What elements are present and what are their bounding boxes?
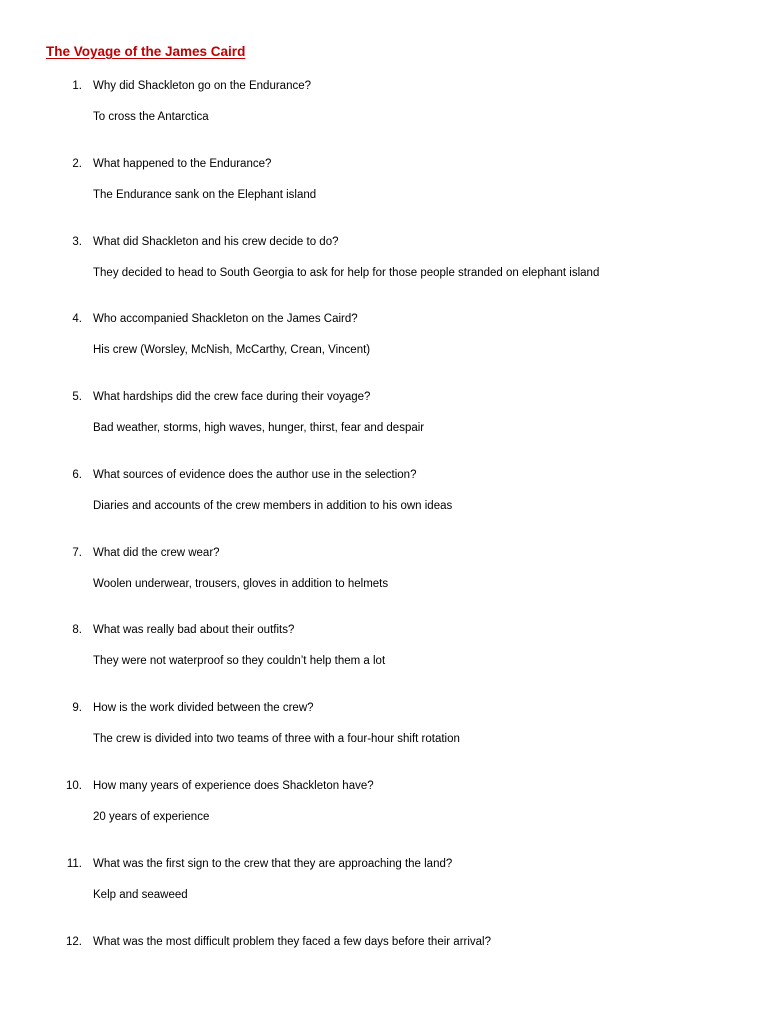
answer-text: They decided to head to South Georgia to ask for help for those people stranded on elephant island [93, 267, 600, 279]
answer-text: The Endurance sank on the Elephant island [93, 189, 317, 201]
answer-text: The crew is divided into two teams of three with a four-hour shift rotation [93, 733, 460, 745]
question-number: 9. [72, 702, 82, 714]
answer-text: Diaries and accounts of the crew members in addition to his own ideas [93, 500, 453, 512]
answer-text: They were not waterproof so they couldn’t help them a lot [93, 655, 386, 667]
question-number: 6. [72, 469, 82, 481]
question-text: What happened to the Endurance? [93, 158, 272, 170]
question-text: What sources of evidence does the author use in the selection? [93, 469, 417, 481]
answer-text: 20 years of experience [93, 811, 210, 823]
question-number: 3. [72, 236, 82, 248]
document-title: The Voyage of the James Caird [46, 44, 246, 59]
question-text: What was the most difficult problem they faced a few days before their arrival? [93, 936, 492, 948]
question-text: What hardships did the crew face during their voyage? [93, 391, 371, 403]
answer-text: Kelp and seaweed [93, 889, 188, 901]
question-number: 4. [72, 313, 82, 325]
question-text: How is the work divided between the crew? [93, 702, 314, 714]
question-text: How many years of experience does Shackleton have? [93, 780, 374, 792]
answer-text: His crew (Worsley, McNish, McCarthy, Crean, Vincent) [93, 344, 371, 356]
question-text: What did the crew wear? [93, 547, 220, 559]
answer-text: Woolen underwear, trousers, gloves in addition to helmets [93, 578, 389, 590]
question-text: What was the first sign to the crew that they are approaching the land? [93, 858, 453, 870]
question-number: 2. [72, 158, 82, 170]
answer-text: Bad weather, storms, high waves, hunger, thirst, fear and despair [93, 422, 425, 434]
question-text: Why did Shackleton go on the Endurance? [93, 80, 312, 92]
answer-text: To cross the Antarctica [93, 111, 209, 123]
question-number: 12. [66, 936, 82, 948]
question-text: What did Shackleton and his crew decide to do? [93, 236, 339, 248]
question-number: 7. [72, 547, 82, 559]
question-text: Who accompanied Shackleton on the James Caird? [93, 313, 358, 325]
question-number: 8. [72, 624, 82, 636]
question-number: 10. [66, 780, 82, 792]
question-number: 11. [66, 858, 82, 870]
question-text: What was really bad about their outfits? [93, 624, 295, 636]
question-number: 5. [72, 391, 82, 403]
question-number: 1. [72, 80, 82, 92]
